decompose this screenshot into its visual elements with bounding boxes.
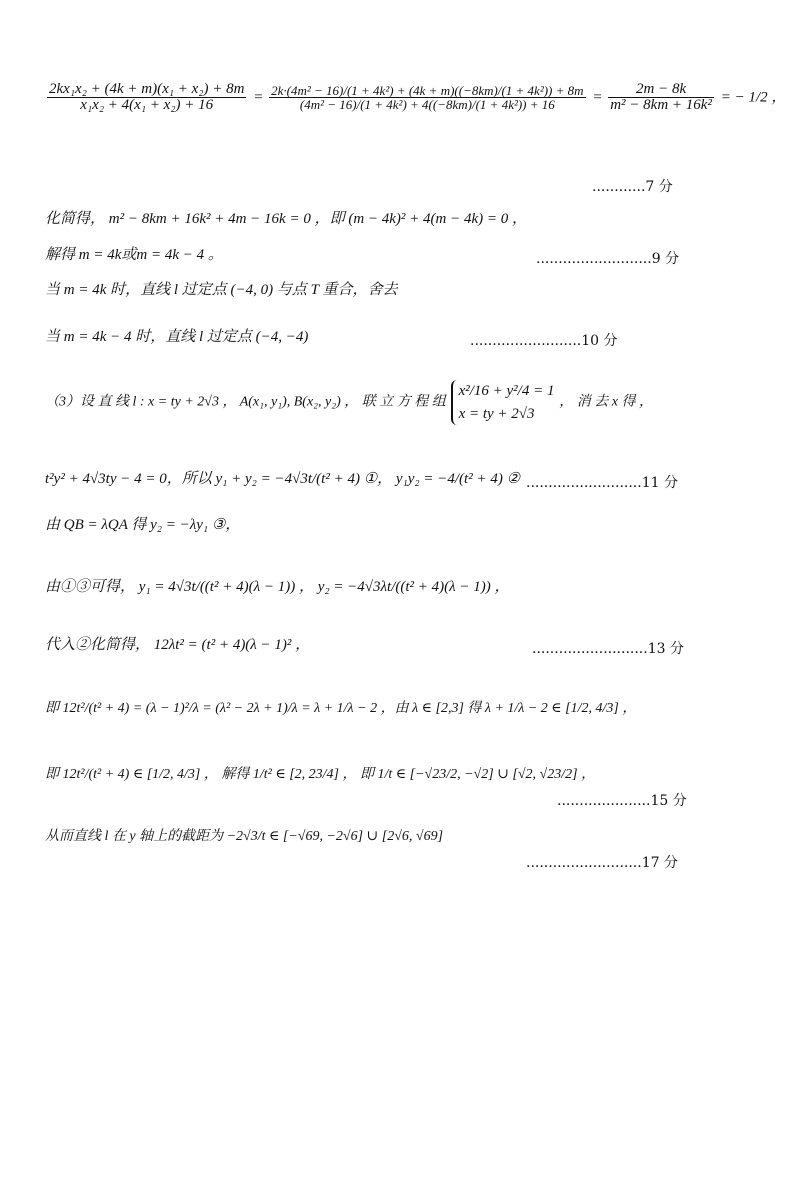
line-vec: 由 QB = λQA 得 y₂ = −λy₁ ③， [45,517,241,533]
top-result: = − 1/2 ， [720,89,787,106]
rhs-denominator: m² − 8km + 16k² [610,97,712,113]
score-11: ..........................11 分 [526,475,678,491]
line-ji1: 即 12t²/(t² + 4) = (λ − 1)²/λ = (λ² − 2λ + 1)/λ = λ + 1/λ − 2 ，由 λ ∈ [2,3] 得 λ + 1/λ − 2 ∈ [1/2, 4/3] ， [45,701,637,716]
line-part3: （3）设 直 线 l : x = ty + 2√3 ， A(x₁, y₁), B(x₂, y₂) ， 联 立 方 程 组 [45,394,446,410]
score-7: ............7 分 [592,179,673,195]
lhs-denominator: x₁x₂ + 4(x₁ + x₂) + 16 [80,97,214,113]
lhs-numerator: 2kx₁x₂ + (4k + m)(x₁ + x₂) + 8m [49,81,245,97]
line-part3-tail: ， 消 去 x 得 ， [559,394,653,410]
line-case2: 当 m = 4k − 4 时，直线 l 过定点 (−4, −4) [45,329,309,345]
part3-row [45,380,653,425]
line-final: 从而直线 l 在 y 轴上的截距为 −2√3/t ∈ [−√69, −2√6] ∪ [2√6, √69] [45,829,444,844]
line-solve: 解得 m = 4k或m = 4k − 4 。 [45,247,223,263]
equation-system [451,380,555,425]
score-9: ..........................9 分 [536,251,680,267]
rhs-fraction [608,82,714,113]
score-13: ..........................13 分 [532,641,684,657]
score-17: ..........................17 分 [526,855,678,871]
line-ji2: 即 12t²/(t² + 4) ∈ [1/2, 4/3] ， 解得 1/t² ∈ [2, 23/4] ， 即 1/t ∈ [−√23/2, −√2] ∪ [√2, √23/2] ， [45,767,596,782]
score-15: .....................15 分 [557,793,687,809]
score-10: .........................10 分 [470,333,618,349]
system-eq1: x²/16 + y²/4 = 1 [458,383,555,399]
line-simplify: 化简得， m² − 8km + 16k² + 4m − 16k = 0 ，即 (m − 4k)² + 4(m − 4k) = 0 ， [45,211,528,227]
line-quad: t²y² + 4√3ty − 4 = 0，所以 y₁ + y₂ = −4√3t/(t² + 4) ①， y₁y₂ = −4/(t² + 4) ② [45,471,521,487]
mid-fraction [269,84,585,111]
lhs-fraction [47,82,246,113]
mid-numerator: 2k·(4m² − 16)/(1 + 4k²) + (4k + m)((−8km)/(1 + 4k²)) + 8m [271,83,584,98]
rhs-numerator: 2m − 8k [608,82,714,98]
top-expression: $\frac{\text{2kx₁x₂ + (4k + m)(x₁ + x₂) + 8m}}{\text{x₁x₂ + 4(x₁ + x₂) + 16}}$ = $\frac{\text{2k·(4m² − 16)/(1 + 4k²) + (4k + m)((−8km)/(1 + 4k²)) + 8m}}{\text{(4m² − 16)/(1 + 4k²) + 4((−8km)/(1 + 4k²)) + 16}}$ = $\frac{2m - 8k}{\text{m² − 8km + 16k²}}$ = − 1/2 ， [49,81,787,113]
line-from13: 由①③可得， y₁ = 4√3t/((t² + 4)(λ − 1)) ， y₂ = −4√3λt/((t² + 4)(λ − 1)) ， [45,579,510,595]
line-sub2: 代入②化简得， 12λt² = (t² + 4)(λ − 1)² ， [45,637,311,653]
mid-denominator: (4m² − 16)/(1 + 4k²) + 4((−8km)/(1 + 4k²)) + 16 [299,97,555,112]
system-eq2: x = ty + 2√3 [458,405,535,422]
line-case1: 当 m = 4k 时，直线 l 过定点 (−4, 0) 与点 T 重合，舍去 [45,282,398,298]
